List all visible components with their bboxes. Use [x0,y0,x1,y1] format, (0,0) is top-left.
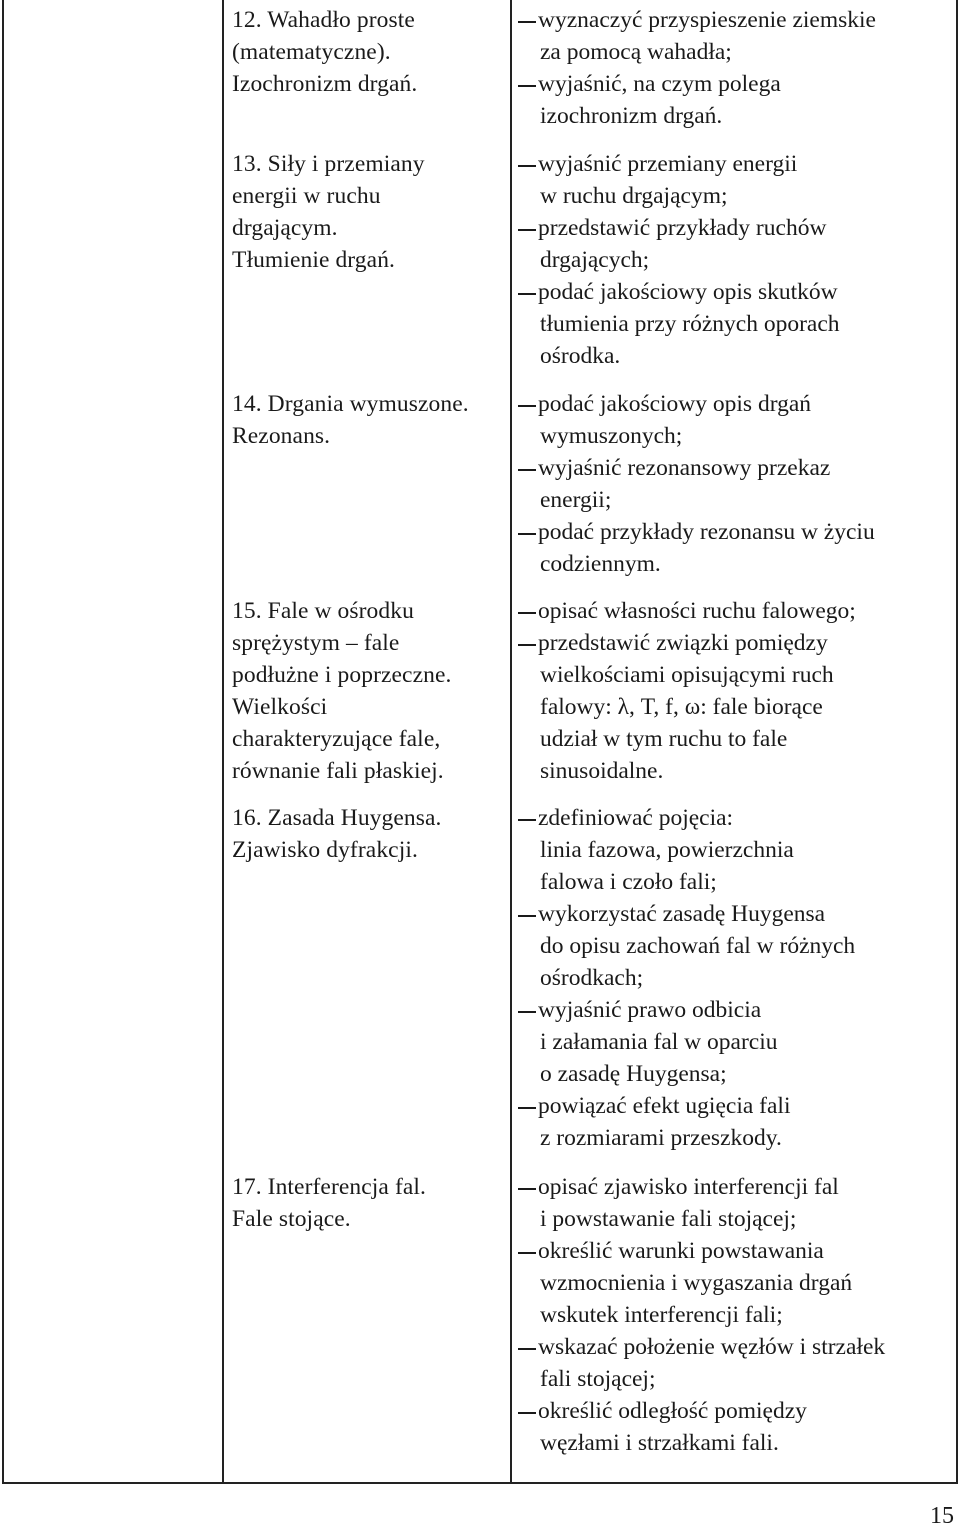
requirement-item [518,68,956,132]
requirement-item [518,452,956,516]
requirement-line: codziennym. [540,551,661,577]
page-number: 15 [930,1503,954,1529]
topic-line: 12. Wahadło proste [232,7,415,33]
requirement-line: linia fazowa, powierzchnia [540,837,794,863]
requirement-item [518,4,956,68]
topic-line: Wielkości [232,694,328,720]
requirement-line: wskazać położenie węzłów i strzałek [538,1334,886,1360]
topic-line: 13. Siły i przemiany [232,151,425,177]
requirement-item [518,388,956,452]
topic-line: 15. Fale w ośrodku [232,598,414,624]
topic-line: Zjawisko dyfrakcji. [232,837,418,863]
table-border-left [2,0,4,1484]
topic-cell [232,388,507,452]
requirement-line: sinusoidalne. [540,758,664,784]
requirement-item [518,802,956,898]
topic-line: podłużne i poprzeczne. [232,662,452,688]
topic-line: Tłumienie drgań. [232,247,396,273]
requirement-line: wyjaśnić przemiany energii [538,151,798,177]
requirement-item [518,212,956,276]
requirement-line: falowy: λ, T, f, ω: fale biorące [540,694,823,720]
topic-line: energii w ruchu [232,183,381,209]
requirement-line: wymuszonych; [540,423,683,449]
requirement-line: przedstawić przykłady ruchów [538,215,827,241]
topic-line: 16. Zasada Huygensa. [232,805,442,831]
requirements-cell [518,1171,956,1459]
requirement-item [518,276,956,372]
requirement-line: wzmocnienia i wygaszania drgań [540,1270,853,1296]
table-border-bottom [2,1482,958,1484]
requirement-line: energii; [540,487,612,513]
topic-line: drgającym. [232,215,338,241]
requirement-line: fali stojącej; [540,1366,656,1392]
requirement-line: określić warunki powstawania [538,1238,824,1264]
requirement-line: i powstawanie fali stojącej; [540,1206,797,1232]
requirement-line: drgających; [540,247,650,273]
requirement-line: określić odległość pomiędzy [538,1398,807,1424]
requirement-line: przedstawić związki pomiędzy [538,630,828,656]
requirement-line: z rozmiarami przeszkody. [540,1125,782,1151]
topic-cell [232,148,507,276]
table-border-middle-right [510,0,512,1484]
requirement-item [518,898,956,994]
topic-line: sprężystym – fale [232,630,400,656]
requirement-line: wielkościami opisującymi ruch [540,662,834,688]
requirement-line: podać jakościowy opis skutków [538,279,838,305]
topic-line: Izochronizm drgań. [232,71,418,97]
requirement-line: powiązać efekt ugięcia fali [538,1093,791,1119]
requirement-line: wykorzystać zasadę Huygensa [538,901,826,927]
topic-line: charakteryzujące fale, [232,726,441,752]
requirement-line: podać jakościowy opis drgań [538,391,812,417]
requirement-line: w ruchu drgającym; [540,183,728,209]
requirement-line: opisać własności ruchu falowego; [538,598,856,624]
requirement-line: udział w tym ruchu to fale [540,726,788,752]
requirement-line: opisać zjawisko interferencji fal [538,1174,839,1200]
requirement-line: wyjaśnić, na czym polega [538,71,781,97]
requirement-item [518,1395,956,1459]
requirement-line: za pomocą wahadła; [540,39,732,65]
topic-line: 17. Interferencja fal. [232,1174,426,1200]
requirement-line: wyjaśnić prawo odbicia [538,997,762,1023]
requirement-item [518,516,956,580]
requirement-line: ośrodkach; [540,965,644,991]
requirement-line: i załamania fal w oparciu [540,1029,778,1055]
table-border-right [956,0,958,1484]
requirements-cell [518,148,956,372]
requirement-line: izochronizm drgań. [540,103,723,129]
topic-line: Rezonans. [232,423,331,449]
requirements-cell [518,802,956,1154]
requirement-line: podać przykłady rezonansu w życiu [538,519,875,545]
topic-line: równanie fali płaskiej. [232,758,444,784]
topic-line: Fale stojące. [232,1206,351,1232]
requirement-line: wyznaczyć przyspieszenie ziemskie [538,7,876,33]
requirement-line: o zasadę Huygensa; [540,1061,727,1087]
requirement-item [518,627,956,787]
requirement-item [518,148,956,212]
topic-cell [232,1171,507,1235]
requirements-cell [518,388,956,580]
requirement-item [518,1331,956,1395]
requirement-item [518,595,956,627]
requirement-line: wskutek interferencji fali; [540,1302,783,1328]
requirements-cell [518,4,956,132]
requirement-item [518,1171,956,1235]
table-border-middle-left [222,0,224,1484]
requirement-item [518,1235,956,1331]
topic-line: 14. Drgania wymuszone. [232,391,469,417]
topic-cell [232,802,507,866]
requirement-line: zdefiniować pojęcia: [538,805,734,831]
requirement-line: ośrodka. [540,343,621,369]
requirements-cell [518,595,956,787]
requirement-line: tłumienia przy różnych oporach [540,311,840,337]
topic-cell [232,595,507,787]
requirement-line: węzłami i strzałkami fali. [540,1430,779,1456]
requirement-item [518,1090,956,1154]
requirement-line: do opisu zachowań fal w różnych [540,933,856,959]
topic-line: (matematyczne). [232,39,391,65]
topic-cell [232,4,507,100]
requirement-line: wyjaśnić rezonansowy przekaz [538,455,831,481]
requirement-item [518,994,956,1090]
requirement-line: falowa i czoło fali; [540,869,717,895]
